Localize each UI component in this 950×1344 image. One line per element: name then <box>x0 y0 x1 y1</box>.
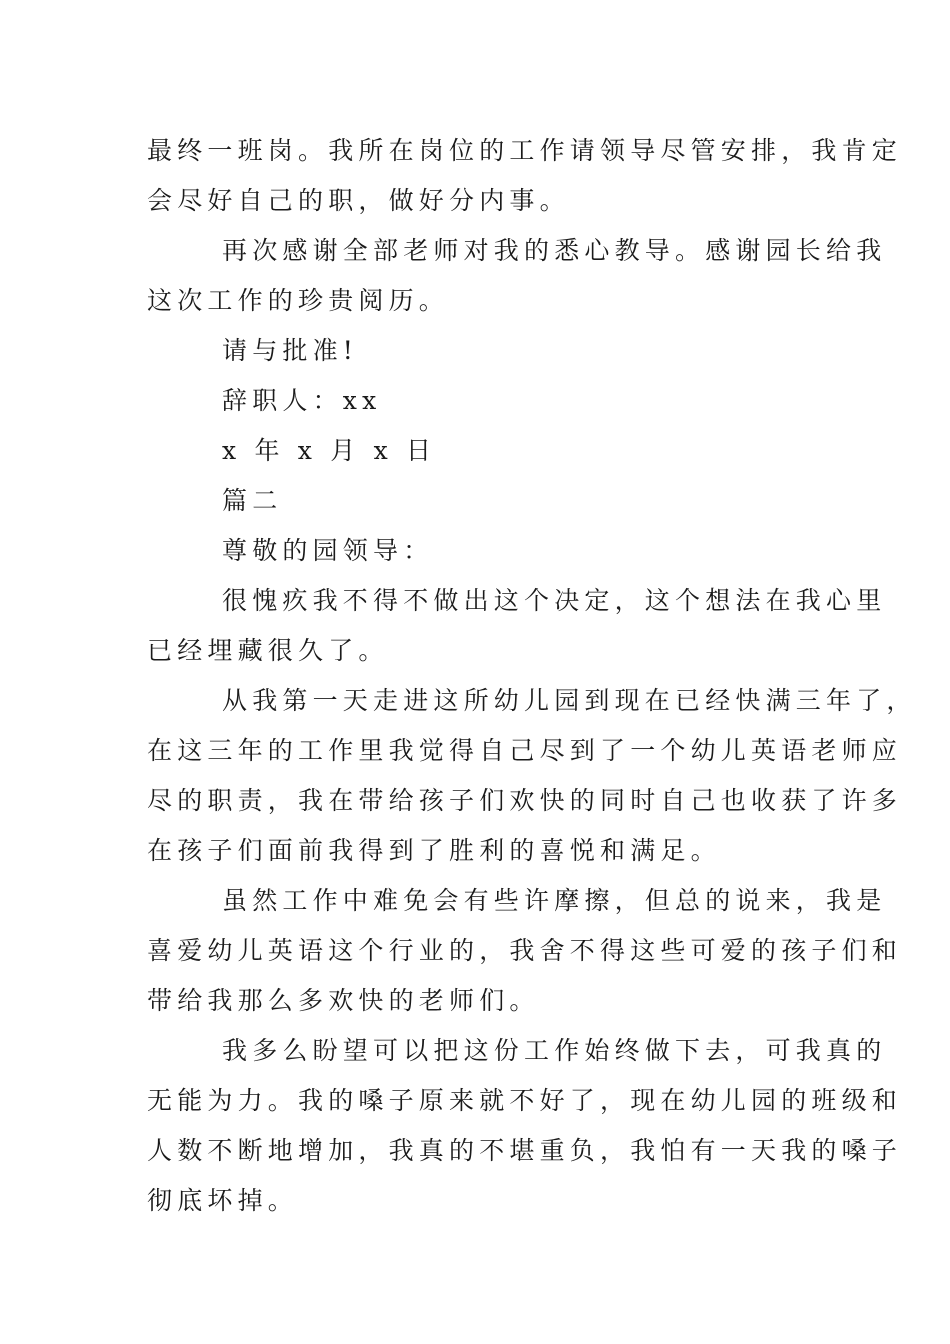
signature-line: 辞职人：xx <box>222 386 382 415</box>
text-line: 彻底坏掉。 <box>147 1186 299 1215</box>
text-line: 已经埋藏很久了。 <box>147 636 389 665</box>
paragraph-start-line: 我多么盼望可以把这份工作始终做下去，可我真的 <box>222 1036 887 1065</box>
text-line: 这次工作的珍贵阅历。 <box>147 286 450 315</box>
paragraph-start-line: 很愧疚我不得不做出这个决定，这个想法在我心里 <box>222 586 887 615</box>
text-line: 最终一班岗。我所在岗位的工作请领导尽管安排，我肯定 <box>147 136 903 165</box>
paragraph-start-line: 从我第一天走进这所幼儿园到现在已经快满三年了， <box>222 686 917 715</box>
section-heading: 篇二 <box>222 486 283 515</box>
text-line: 在孩子们面前我得到了胜利的喜悦和满足。 <box>147 836 721 865</box>
paragraph-start-line: 虽然工作中难免会有些许摩擦，但总的说来，我是 <box>222 886 887 915</box>
closing-request: 请与批准! <box>222 336 359 365</box>
text-line: 无能为力。我的嗓子原来就不好了，现在幼儿园的班级和 <box>147 1086 903 1115</box>
text-line: 会尽好自己的职，做好分内事。 <box>147 186 570 215</box>
paragraph-start-line: 再次感谢全部老师对我的悉心教导。感谢园长给我 <box>222 236 887 265</box>
text-line: 在这三年的工作里我觉得自己尽到了一个幼儿英语老师应 <box>147 736 903 765</box>
date-line: x 年 x 月 x 日 <box>222 436 437 465</box>
salutation: 尊敬的园领导： <box>222 536 434 565</box>
text-line: 人数不断地增加，我真的不堪重负，我怕有一天我的嗓子 <box>147 1136 903 1165</box>
text-line: 喜爱幼儿英语这个行业的，我舍不得这些可爱的孩子们和 <box>147 936 903 965</box>
text-line: 尽的职责，我在带给孩子们欢快的同时自己也收获了许多 <box>147 786 903 815</box>
text-line: 带给我那么多欢快的老师们。 <box>147 986 540 1015</box>
